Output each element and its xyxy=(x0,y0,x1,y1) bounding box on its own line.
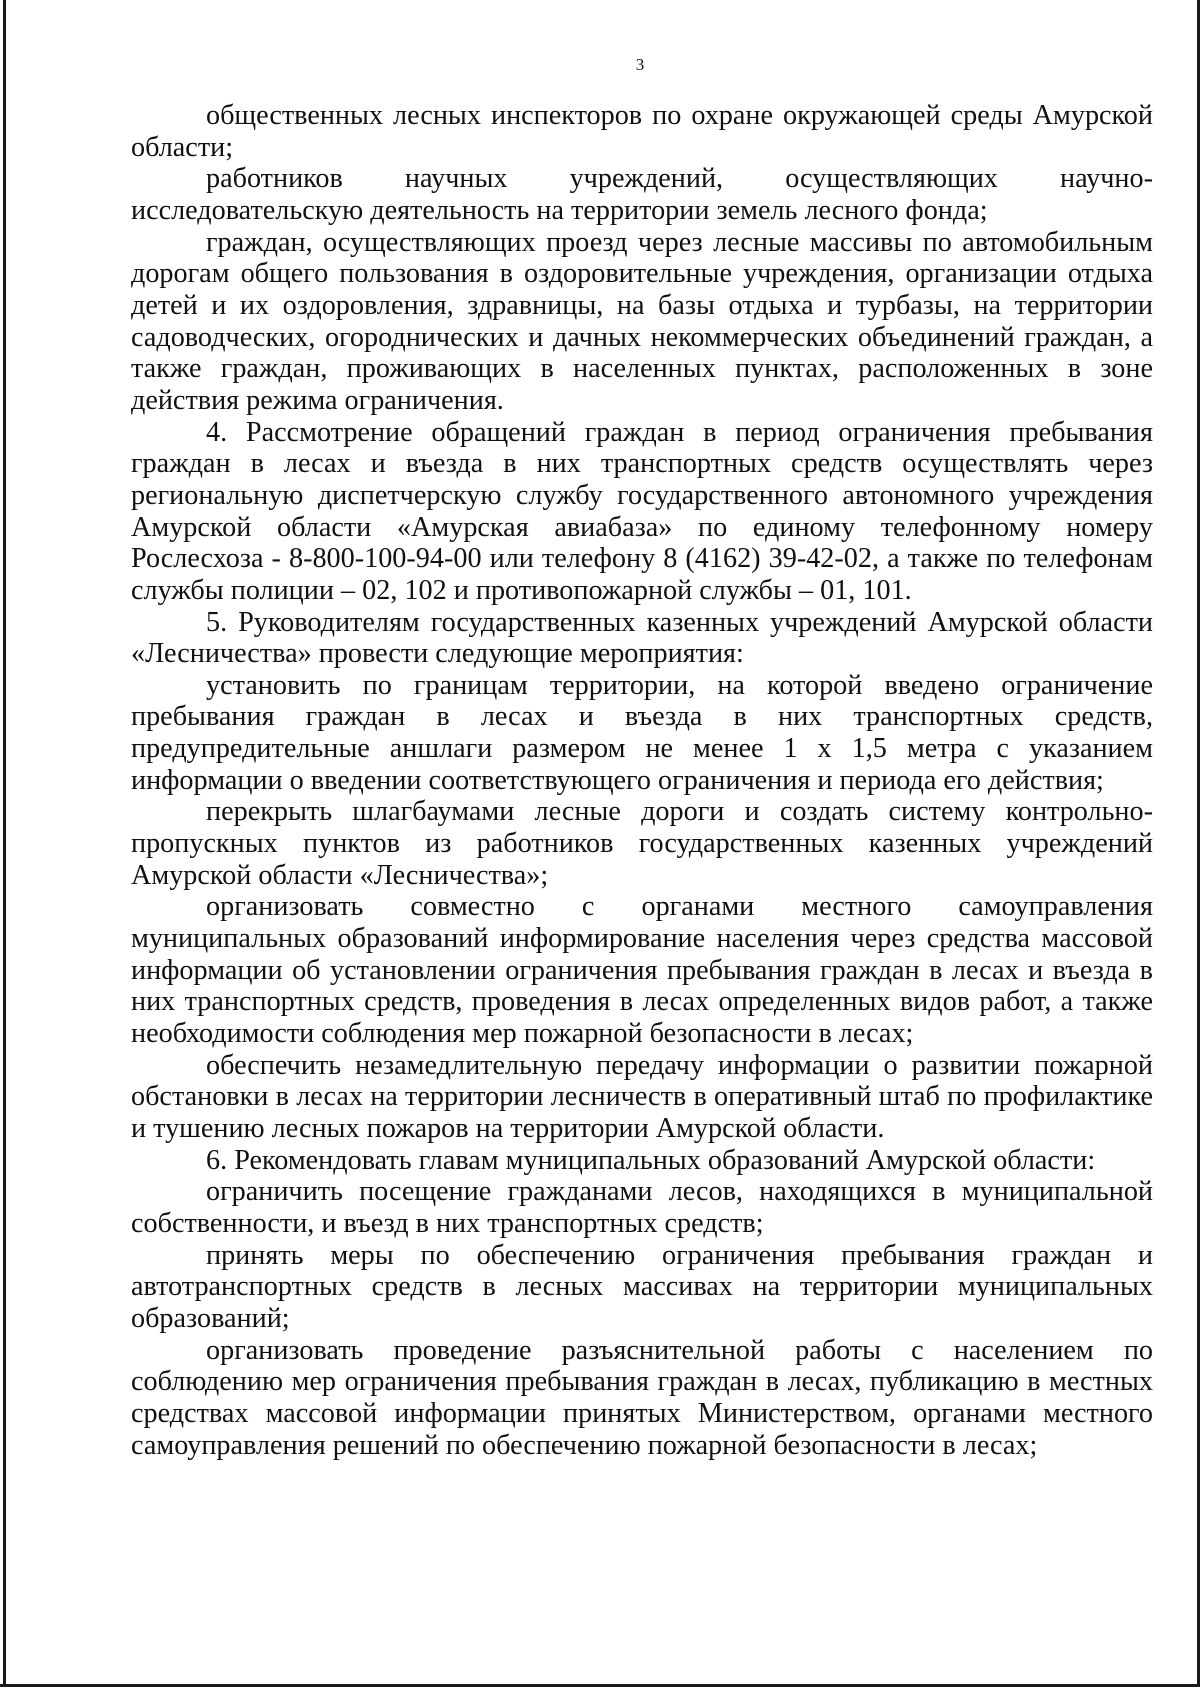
paragraph-item-5-heads: 5. Руководителям государственных казенных учреждений Амурской области «Лесничества» провести следующие мероприятия: xyxy=(131,606,1153,670)
paragraph-transmit-fire-info: обеспечить незамедлительную передачу информации о развитии пожарной обстановки в лесах на территории лесничеств в оперативный штаб по профилактике и тушению лесных пожаров на территории Амурской области. xyxy=(131,1049,1153,1144)
page-number: 3 xyxy=(635,55,645,74)
paragraph-public-forest-inspectors: общественных лесных инспекторов по охране окружающей среды Амурской области; xyxy=(131,100,1153,163)
paragraph-install-signs: установить по границам территории, на которой введено ограничение пребывания граждан в лесах и въезда в них транспортных средств, предупредительные аншлаги размером не менее 1 x 1,5 метра с указанием информации о введении соответствующего ограничения и периода его действия; xyxy=(131,669,1153,796)
paragraph-item-4-appeals: 4. Рассмотрение обращений граждан в период ограничения пребывания граждан в лесах и въезда в них транспортных средств осуществлять через региональную диспетчерскую службу государственного автономного учреждения Амурской области «Амурская авиабаза» по единому телефонному номеру Рослесхоза - 8-800-100-94-00 или телефону 8 (4162) 39-42-02, а также по телефонам службы полиции – 02, 102 и противопожарной службы – 01, 101. xyxy=(131,416,1153,606)
paragraph-limit-visits: ограничить посещение гражданами лесов, находящихся в муниципальной собственности, и въезд в них транспортных средств; xyxy=(131,1176,1153,1239)
document-body xyxy=(131,100,1153,1461)
paragraph-item-6-recommend: 6. Рекомендовать главам муниципальных образований Амурской области: xyxy=(206,1144,1096,1176)
paragraph-block-roads: перекрыть шлагбаумами лесные дороги и создать систему контрольно-пропускных пунктов из работников государственных казенных учреждений Амурской области «Лесничества»; xyxy=(131,796,1153,891)
paragraph-organize-informing: организовать совместно с органами местного самоуправления муниципальных образований информирование населения через средства массовой информации об установлении ограничения пребывания граждан в лесах и въезда в них транспортных средств, проведения в лесах определенных видов работ, а также необходимости соблюдения мер пожарной безопасности в лесах; xyxy=(131,891,1153,1050)
paragraph-explanatory-work: организовать проведение разъяснительной работы с населением по соблюдению мер ограничения пребывания граждан в лесах, публикацию в местных средствах массовой информации принятых Министерством, органами местного самоуправления решений по обеспечению пожарной безопасности в лесах; xyxy=(131,1334,1153,1461)
paragraph-research-institution-workers: работников научных учреждений, осуществляющих научно-исследовательскую деятельность на территории земель лесного фонда; xyxy=(131,163,1153,226)
paragraph-citizens-driving-through: граждан, осуществляющих проезд через лесные массивы по автомобильным дорогам общего пользования в оздоровительные учреждения, организации отдыха детей и их оздоровления, здравницы, на базы отдыха и турбазы, на территории садоводческих, огороднических и дачных некоммерческих объединений граждан, а также граждан, проживающих в населенных пунктах, расположенных в зоне действия режима ограничения. xyxy=(131,226,1153,416)
paragraph-take-measures: принять меры по обеспечению ограничения пребывания граждан и автотранспортных средств в лесных массивах на территории муниципальных образований; xyxy=(131,1239,1153,1334)
page-border-left xyxy=(3,0,6,1687)
